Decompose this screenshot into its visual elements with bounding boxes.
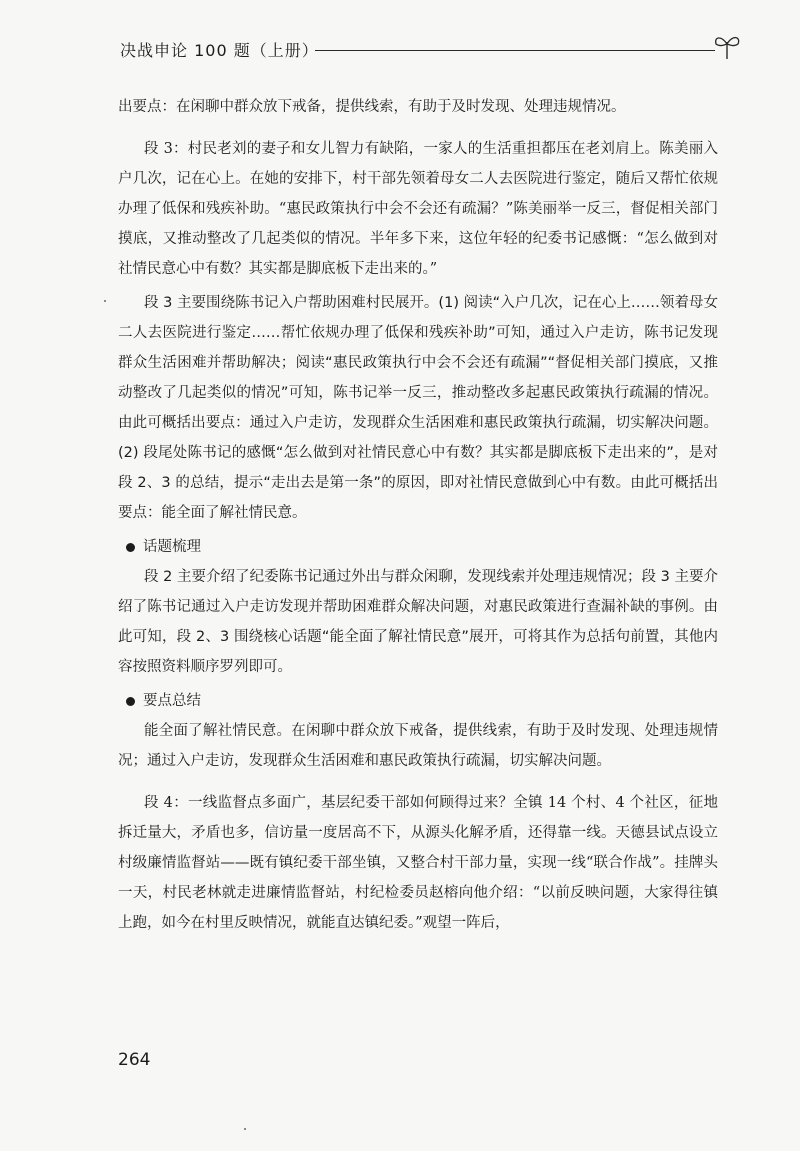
key-points-paragraph: 能全面了解社情民意。在闲聊中群众放下戒备，提供线索，有助于及时发现、处理违规情况；通过入户走访，发现群众生活困难和惠民政策执行疏漏，切实解决问题。 (118, 723, 718, 769)
book-title: 决战申论 100 题（上册） (120, 41, 319, 60)
section-heading-label: 话题梳理 (143, 539, 201, 555)
section-heading-key-points (118, 686, 718, 716)
header-rule (315, 50, 715, 51)
bullet-icon (126, 697, 135, 706)
page-body (118, 92, 718, 938)
bullet-icon (126, 543, 135, 552)
section-heading-label: 要点总结 (143, 693, 201, 709)
running-header (120, 38, 740, 68)
scan-speck (104, 300, 106, 302)
section-heading-topic-sorting (118, 532, 718, 562)
analysis-paragraph-3: 段 3 主要围绕陈书记入户帮助困难村民展开。(1) 阅读“入户几次，记在心上……领着母女二人去医院进行鉴定……帮忙依规办理了低保和残疾补助”可知，通过入户走访，陈书记发现群众生活困难并帮助解决；阅读“惠民政策执行中会不会还有疏漏”“督促相关部门摸底，又推动整改了几起类似的情况”可知，陈书记举一反三，推动整改多起惠民政策执行疏漏的情况。由此可概括出要点：通过入户走访，发现群众生活困难和惠民政策执行疏漏，切实解决问题。(2) 段尾处陈书记的感慨“怎么做到对社情民意心中有数？其实都是脚底板下走出来的”，是对段 2、3 的总结，提示“走出去是第一条”的原因，即对社情民意做到心中有数。由此可概括出要点：能全面了解社情民意。 (118, 295, 718, 521)
sprout-icon (710, 32, 744, 60)
topic-sorting-paragraph: 段 2 主要介绍了纪委陈书记通过外出与群众闲聊，发现线索并处理违规情况；段 3 主要介绍了陈书记通过入户走访发现并帮助困难群众解决问题，对惠民政策进行查漏补缺的事例。由此可知，段 2、3 围绕核心话题“能全面了解社情民意”展开，可将其作为总括句前置，其他内容按照资料顺序罗列即可。 (118, 569, 718, 675)
scan-speck (244, 1128, 246, 1130)
source-paragraph-4: 段 4：一线监督点多面广，基层纪委干部如何顾得过来？全镇 14 个村、4 个社区，征地拆迁量大，矛盾也多，信访量一度居高不下，从源头化解矛盾，还得靠一线。天德县试点设立村级廉情监督站——既有镇纪委干部坐镇，又整合村干部力量，实现一线“联合作战”。挂牌头一天，村民老林就走进廉情监督站，村纪检委员赵榕向他介绍：“以前反映问题，大家得往镇上跑，如今在村里反映情况，就能直达镇纪委。”观望一阵后， (118, 795, 718, 931)
answer-point-line: 出要点：在闲聊中群众放下戒备，提供线索，有助于及时发现、处理违规情况。 (118, 99, 626, 115)
source-paragraph-3: 段 3：村民老刘的妻子和女儿智力有缺陷，一家人的生活重担都压在老刘肩上。陈美丽入户几次，记在心上。在她的安排下，村干部先领着母女二人去医院进行鉴定，随后又帮忙依规办理了低保和残疾补助。“惠民政策执行中会不会还有疏漏？”陈美丽举一反三，督促相关部门摸底，又推动整改了几起类似的情况。半年多下来，这位年轻的纪委书记感慨：“怎么做到对社情民意心中有数？其实都是脚底板下走出来的。” (118, 141, 718, 277)
page-number: 264 (118, 1050, 151, 1070)
